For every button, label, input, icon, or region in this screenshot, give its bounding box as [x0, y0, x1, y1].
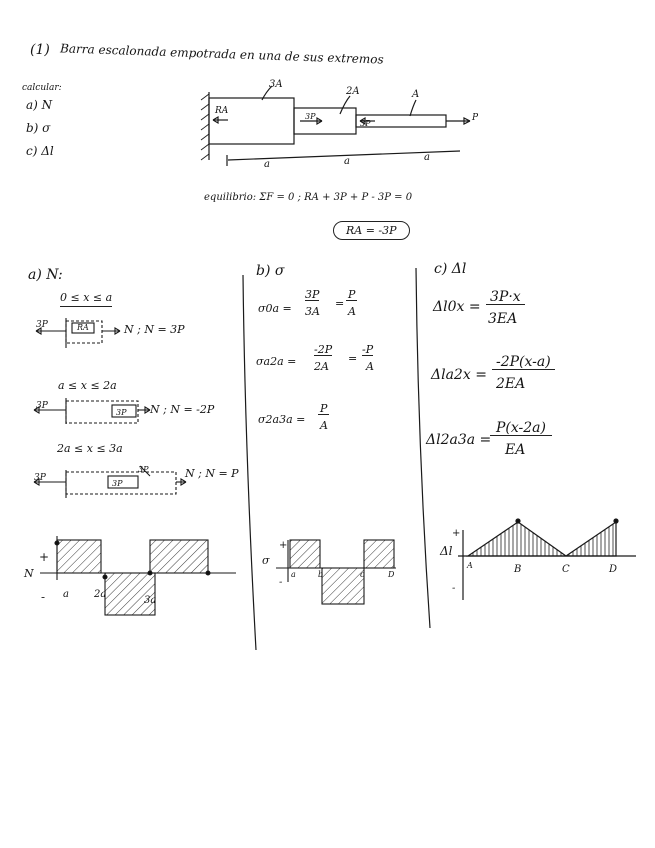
n-diagram-axis: N [24, 567, 34, 580]
length-label-1: a [264, 159, 270, 170]
sigma-eq-2-lhs: σa2a = [256, 355, 297, 368]
load-label-1: 3P [305, 112, 316, 121]
section-n-heading: a) N: [28, 267, 63, 283]
dl-elongation-diagram [458, 519, 636, 600]
dl-eq-3-den: EA [505, 442, 526, 458]
range-3: 2a ≤ x ≤ 3a [57, 442, 123, 455]
section-sigma-heading: b) σ [256, 263, 285, 279]
range-1-inner: RA [77, 323, 89, 332]
sigma-diagram-label-d: D [388, 570, 395, 579]
range-1-left-load: 3P [36, 320, 48, 330]
dl-eq-2-den: 2EA [496, 376, 526, 392]
sigma-eq-1-mid-num: 3P [305, 288, 320, 301]
sigma-diagram-label-b: b [318, 570, 324, 579]
equilibrium-equation: equilibrio: ΣF = 0 ; RA + 3P + P - 3P = 0 [204, 192, 413, 203]
sigma-eq-1-equals: = [335, 297, 345, 310]
range-3-inner: 3P [112, 479, 123, 488]
n-diagram-plus: + [39, 550, 50, 564]
dl-eq-1-lhs: Δl0x = [433, 299, 481, 315]
dl-eq-3-lhs: Δl2a3a = [426, 432, 492, 448]
sigma-eq-3-rhs-num: P [320, 402, 328, 415]
sigma-eq-2-mid-den: 2A [314, 360, 329, 373]
n-diagram-label-a: a [63, 589, 69, 600]
sigma-diagram-axis: σ [262, 554, 270, 567]
load-label-3: P [472, 113, 479, 123]
dl-diagram-plus: + [452, 528, 461, 539]
dl-eq-2-lhs: Δla2x = [431, 367, 487, 383]
sigma-diagram-plus: + [279, 540, 288, 551]
range-2-inner: 3P [116, 408, 127, 417]
range-3-extra: 3P [138, 465, 149, 474]
sigma-eq-1-rhs-den: A [348, 305, 356, 318]
dl-hatched-area [468, 522, 616, 556]
sigma-eq-1-lhs: σ0a = [258, 302, 292, 315]
item-c: c) Δl [26, 144, 54, 158]
item-b: b) σ [26, 121, 51, 135]
sigma-eq-2-mid-num: -2P [314, 343, 333, 356]
reaction-label: RA [215, 106, 229, 116]
sigma-diagram-label-a: a [291, 570, 296, 579]
dl-diagram-axis: Δl [440, 544, 453, 558]
length-label-2: a [344, 156, 350, 167]
dl-diagram-label-c: C [562, 564, 570, 575]
sigma-eq-1-mid-den: 3A [305, 305, 320, 318]
n-diagram-label-3a: 3a [144, 595, 157, 606]
dl-diagram-minus: - [452, 583, 456, 594]
sigma-diagram-label-c: c [360, 570, 365, 579]
length-label-3: a [424, 152, 430, 163]
section-dl-heading: c) Δl [434, 261, 467, 277]
load-label-2: 3P [360, 119, 371, 128]
problem-number: (1) [30, 42, 50, 58]
range-1: 0 ≤ x ≤ a [60, 292, 112, 307]
range-2-result: N ; N = -2P [150, 403, 215, 416]
range-2: a ≤ x ≤ 2a [58, 379, 117, 392]
area-label-3a: 3A [269, 79, 283, 90]
area-label-2a: 2A [346, 86, 360, 97]
sigma-diagram-minus: - [279, 577, 283, 588]
n-diagram-minus: - [41, 590, 46, 604]
area-label-a: A [412, 89, 420, 100]
calcular-label: calcular: [22, 83, 62, 93]
range-3-result: N ; N = P [185, 467, 239, 480]
sigma-eq-3-lhs: σ2a3a = [258, 413, 306, 426]
sigma-eq-2-rhs-num: -P [362, 343, 374, 356]
range-2-left-load: 3P [36, 401, 48, 411]
sigma-eq-3-rhs-den: A [320, 419, 328, 432]
item-a: a) N [26, 98, 53, 112]
n-diagram-label-2a: 2a [94, 589, 107, 600]
dl-eq-2-num: -2P(x-a) [492, 355, 555, 370]
problem-title: Barra escalonada empotrada en una de sus extremos [59, 41, 384, 67]
dl-diagram-label-a: A [467, 561, 473, 570]
range-3-left-load: 3P [34, 473, 46, 483]
dl-eq-1-num: 3P·x [486, 290, 525, 305]
reaction-result: RA = -3P [333, 221, 410, 240]
range-1-result: N ; N = 3P [124, 323, 185, 336]
dl-eq-1-den: 3EA [488, 311, 518, 327]
dl-eq-3-num: P(x-2a) [490, 421, 552, 436]
dl-diagram-label-d: D [609, 564, 618, 575]
dl-diagram-label-b: B [514, 564, 522, 575]
sigma-eq-2-equals: = [348, 352, 358, 365]
sigma-eq-1-rhs-num: P [348, 288, 356, 301]
sigma-eq-2-rhs-den: A [366, 360, 374, 373]
